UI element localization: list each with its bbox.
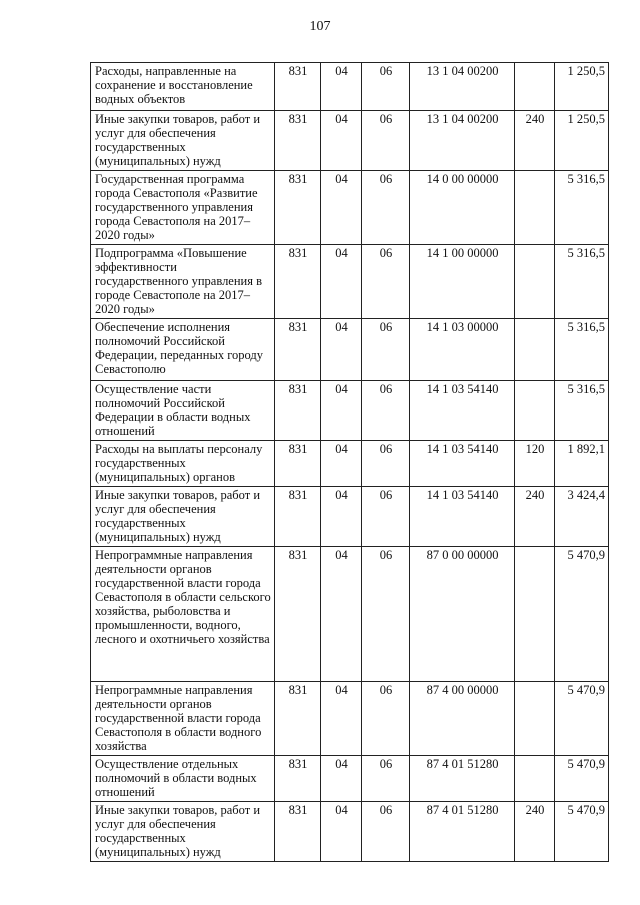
table-row [91,802,609,862]
table-row [91,245,609,319]
row-section-cell: 04 [321,171,362,245]
row-name-cell: Иные закупки товаров, работ и услуг для обеспечения государственных (муниципальных) нужд [91,802,275,862]
table-row [91,487,609,547]
row-expense-type-cell [515,682,555,756]
row-expense-type-cell [515,547,555,682]
row-amount-cell: 1 250,5 [555,111,609,171]
row-amount-cell: 5 470,9 [555,682,609,756]
row-name-cell: Осуществление отдельных полномочий в области водных отношений [91,756,275,802]
row-section-cell: 04 [321,245,362,319]
row-section-cell: 04 [321,802,362,862]
row-expense-type-cell [515,381,555,441]
row-target-article-cell: 87 4 00 00000 [410,682,515,756]
row-subsection-cell: 06 [362,245,410,319]
row-name-cell: Подпрограмма «Повышение эффективности государственного управления в городе Севастополе на 2017–2020 годы» [91,245,275,319]
row-subsection-cell: 06 [362,756,410,802]
table-row [91,682,609,756]
row-target-article-cell: 13 1 04 00200 [410,111,515,171]
row-subsection-cell: 06 [362,487,410,547]
table-row [91,111,609,171]
row-section-cell: 04 [321,547,362,682]
row-expense-type-cell: 240 [515,111,555,171]
row-ministry-code-cell: 831 [275,441,321,487]
row-expense-type-cell [515,245,555,319]
row-target-article-cell: 14 0 00 00000 [410,171,515,245]
row-amount-cell: 5 470,9 [555,756,609,802]
row-ministry-code-cell: 831 [275,547,321,682]
row-amount-cell: 5 470,9 [555,802,609,862]
row-name-cell: Расходы, направленные на сохранение и восстановление водных объектов [91,63,275,111]
row-target-article-cell: 14 1 00 00000 [410,245,515,319]
table-row [91,171,609,245]
row-subsection-cell: 06 [362,111,410,171]
row-amount-cell: 1 892,1 [555,441,609,487]
row-ministry-code-cell: 831 [275,756,321,802]
row-section-cell: 04 [321,63,362,111]
row-name-cell: Непрограммные направления деятельности органов государственной власти города Севастополя в области водного хозяйства [91,682,275,756]
row-ministry-code-cell: 831 [275,111,321,171]
row-target-article-cell: 14 1 03 00000 [410,319,515,381]
row-name-cell: Расходы на выплаты персоналу государственных (муниципальных) органов [91,441,275,487]
table-row [91,756,609,802]
row-expense-type-cell [515,756,555,802]
row-amount-cell: 1 250,5 [555,63,609,111]
row-amount-cell: 3 424,4 [555,487,609,547]
row-section-cell: 04 [321,487,362,547]
row-ministry-code-cell: 831 [275,171,321,245]
row-subsection-cell: 06 [362,319,410,381]
row-section-cell: 04 [321,381,362,441]
row-ministry-code-cell: 831 [275,487,321,547]
row-name-cell: Государственная программа города Севастополя «Развитие государственного управления города Севастополя на 2017–2020 годы» [91,171,275,245]
row-expense-type-cell [515,319,555,381]
row-amount-cell: 5 316,5 [555,319,609,381]
row-ministry-code-cell: 831 [275,381,321,441]
row-target-article-cell: 13 1 04 00200 [410,63,515,111]
row-target-article-cell: 87 0 00 00000 [410,547,515,682]
table-row [91,381,609,441]
row-expense-type-cell: 120 [515,441,555,487]
row-target-article-cell: 87 4 01 51280 [410,756,515,802]
row-amount-cell: 5 316,5 [555,245,609,319]
page-number: 107 [309,19,331,34]
row-target-article-cell: 87 4 01 51280 [410,802,515,862]
row-ministry-code-cell: 831 [275,802,321,862]
row-section-cell: 04 [321,682,362,756]
table-row [91,441,609,487]
table-row [91,63,609,111]
table-row [91,319,609,381]
row-name-cell: Иные закупки товаров, работ и услуг для обеспечения государственных (муниципальных) нужд [91,111,275,171]
row-subsection-cell: 06 [362,682,410,756]
row-amount-cell: 5 316,5 [555,171,609,245]
row-section-cell: 04 [321,756,362,802]
row-subsection-cell: 06 [362,381,410,441]
row-ministry-code-cell: 831 [275,245,321,319]
budget-table-body [91,63,609,862]
row-subsection-cell: 06 [362,171,410,245]
row-subsection-cell: 06 [362,63,410,111]
row-name-cell: Обеспечение исполнения полномочий Российской Федерации, переданных городу Севастополю [91,319,275,381]
row-target-article-cell: 14 1 03 54140 [410,381,515,441]
row-subsection-cell: 06 [362,441,410,487]
row-ministry-code-cell: 831 [275,682,321,756]
row-expense-type-cell [515,63,555,111]
budget-table [90,62,609,862]
row-target-article-cell: 14 1 03 54140 [410,487,515,547]
row-name-cell: Осуществление части полномочий Российской Федерации в области водных отношений [91,381,275,441]
row-expense-type-cell: 240 [515,487,555,547]
row-expense-type-cell [515,171,555,245]
row-ministry-code-cell: 831 [275,319,321,381]
row-target-article-cell: 14 1 03 54140 [410,441,515,487]
row-subsection-cell: 06 [362,802,410,862]
row-ministry-code-cell: 831 [275,63,321,111]
row-expense-type-cell: 240 [515,802,555,862]
row-amount-cell: 5 316,5 [555,381,609,441]
row-name-cell: Непрограммные направления деятельности органов государственной власти города Севастополя в области сельского хозяйства, рыболовства и промышленности, водного, лесного и охотничьего хозяйства [91,547,275,682]
row-amount-cell: 5 470,9 [555,547,609,682]
row-name-cell: Иные закупки товаров, работ и услуг для обеспечения государственных (муниципальных) нужд [91,487,275,547]
row-section-cell: 04 [321,111,362,171]
table-row [91,547,609,682]
row-section-cell: 04 [321,441,362,487]
row-subsection-cell: 06 [362,547,410,682]
row-section-cell: 04 [321,319,362,381]
